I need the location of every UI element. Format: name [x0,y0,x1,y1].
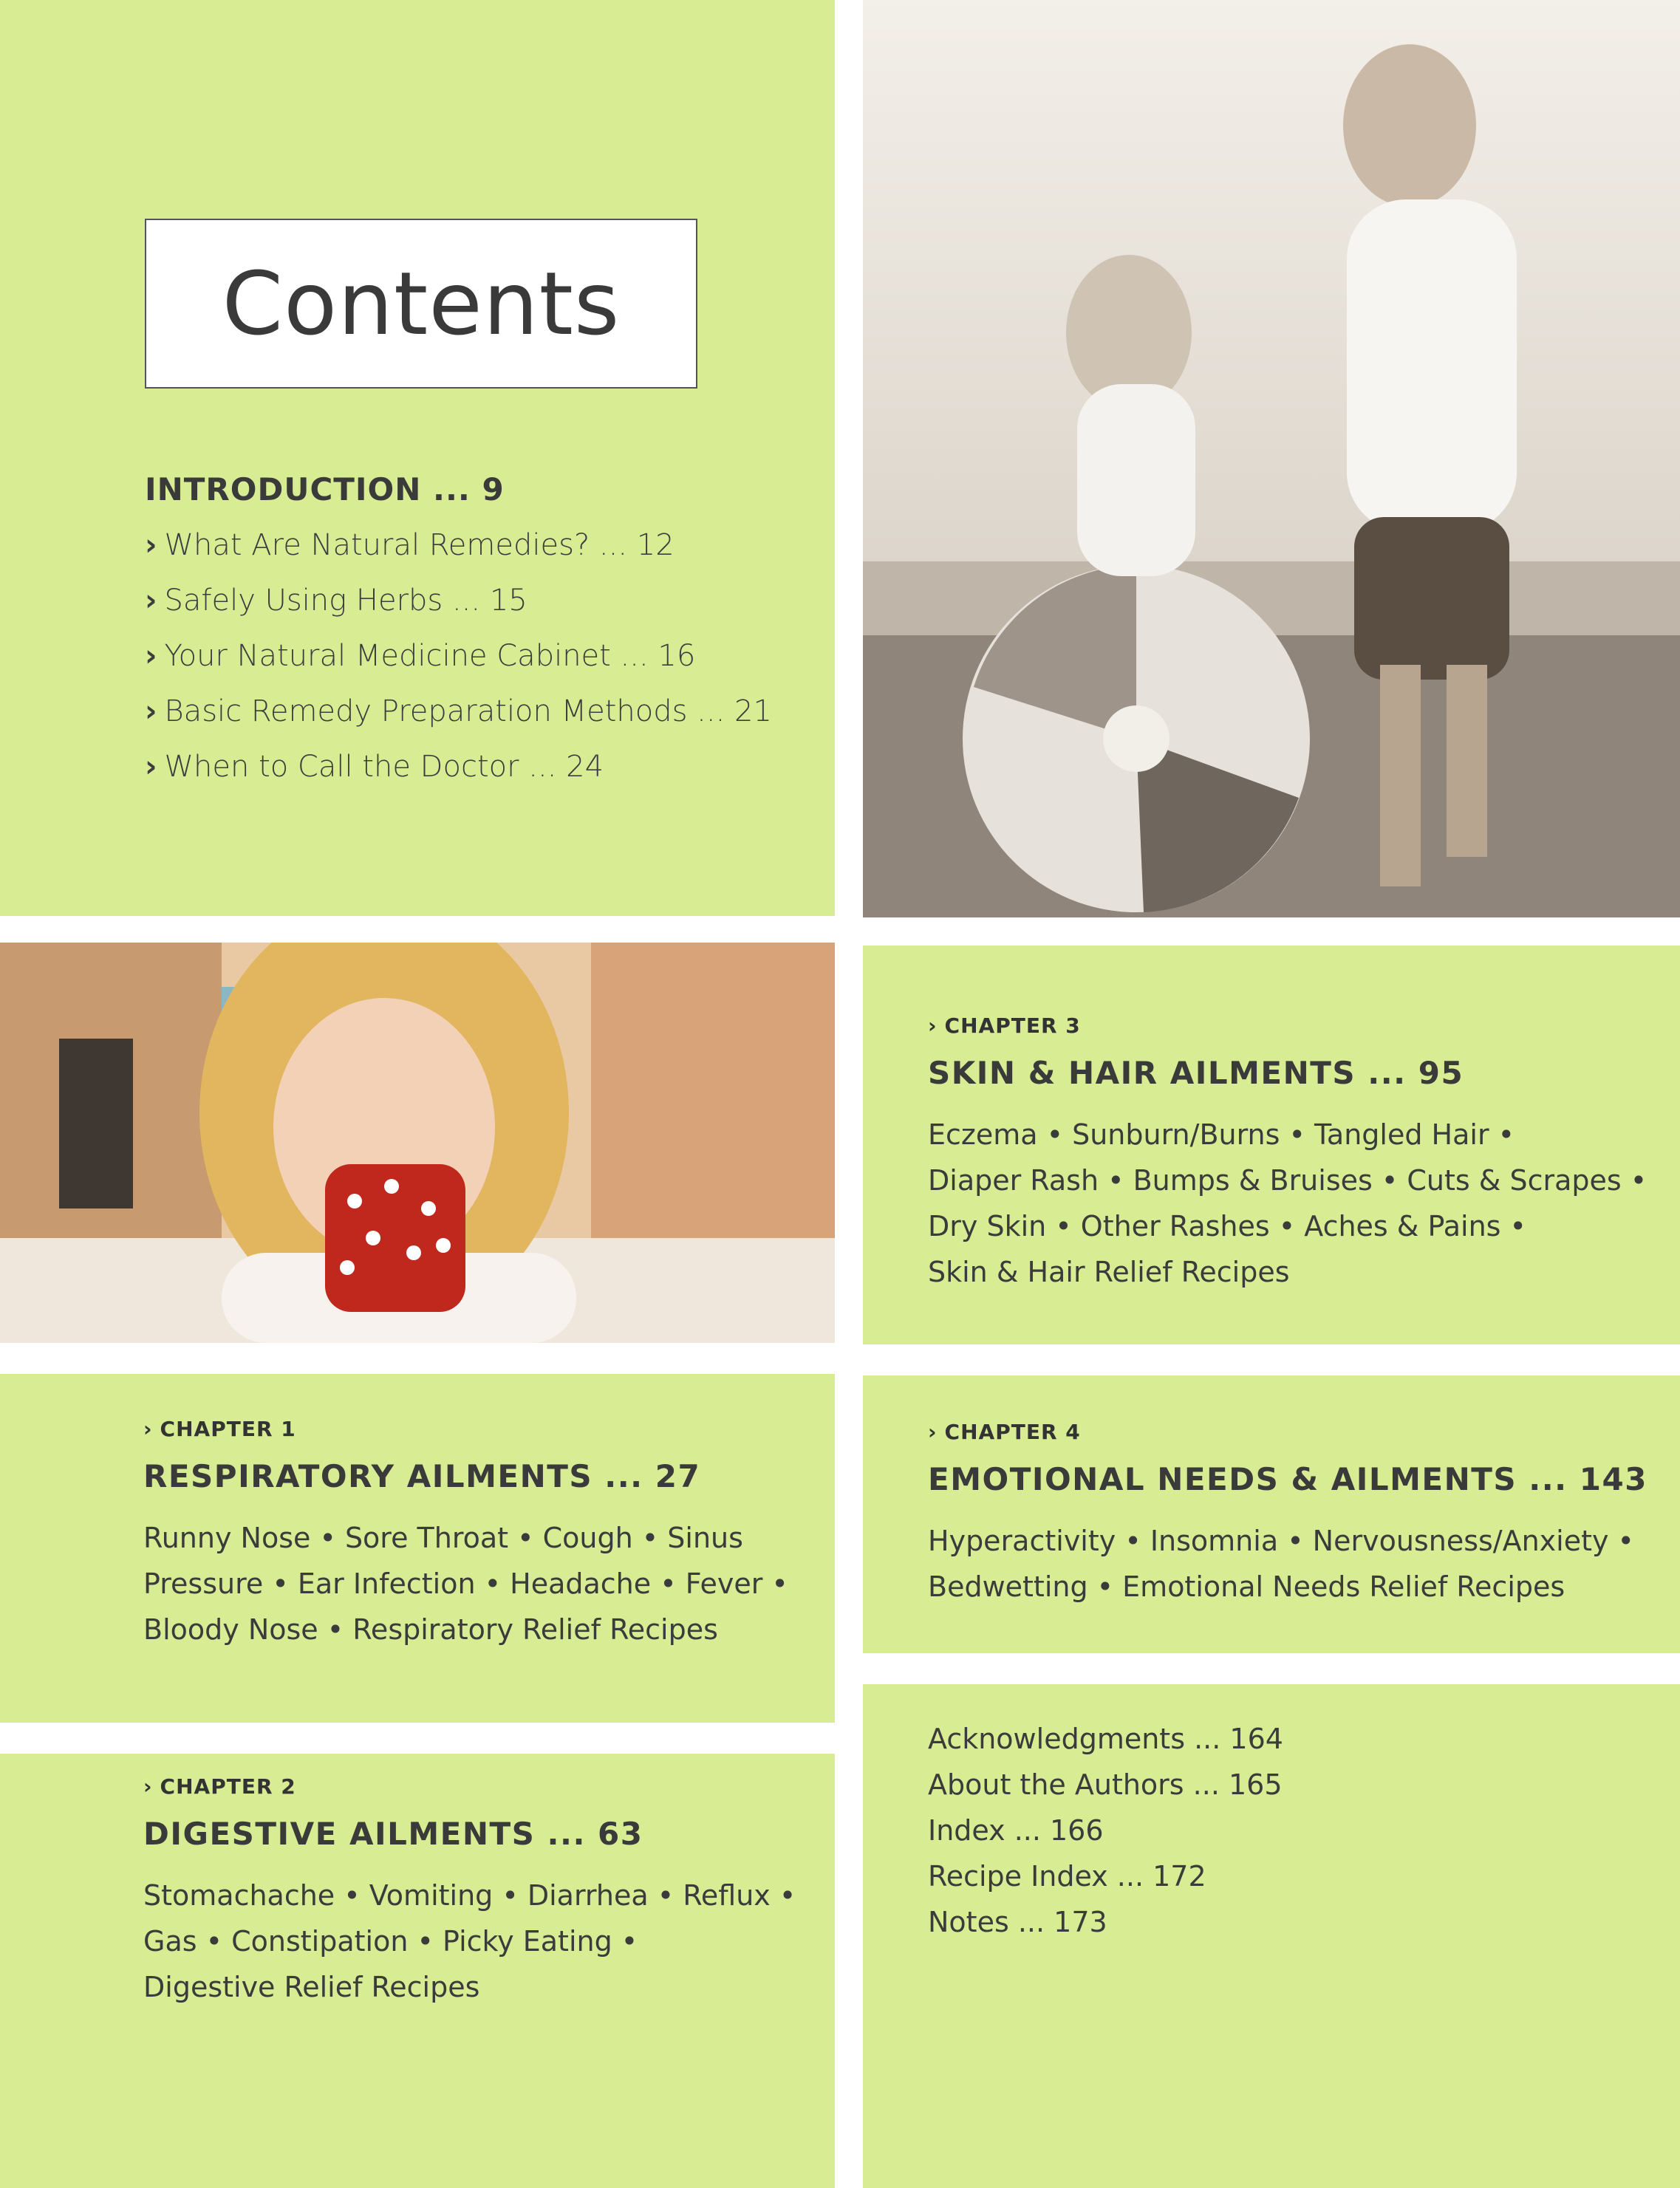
chapter-title[interactable]: EMOTIONAL NEEDS & AILMENTS ... 143 [928,1461,1647,1497]
intro-heading[interactable]: INTRODUCTION ... 9 [145,471,505,507]
title-box [145,219,697,389]
chevron-right-icon: › [928,1013,938,1038]
topic-line: Diaper Rash • Bumps & Bruises • Cuts & Scrapes • [928,1164,1647,1197]
girl-with-cup-photo [0,943,835,1343]
chapter-title[interactable]: DIGESTIVE AILMENTS ... 63 [143,1816,643,1852]
topic-line: Digestive Relief Recipes [143,1971,480,2003]
chapter-title[interactable]: SKIN & HAIR AILMENTS ... 95 [928,1055,1464,1091]
chapter-label: › CHAPTER 2 [143,1774,296,1799]
chevron-right-icon: › [143,1774,153,1799]
chapter-label: › CHAPTER 3 [928,1013,1081,1038]
topic-line: Hyperactivity • Insomnia • Nervousness/Anxiety • [928,1525,1634,1557]
topic-line: Stomachache • Vomiting • Diarrhea • Reflux • [143,1879,796,1912]
intro-item[interactable]: › Your Natural Medicine Cabinet ... 16 [145,639,696,673]
topic-line: Dry Skin • Other Rashes • Aches & Pains • [928,1210,1526,1242]
topic-line: Runny Nose • Sore Throat • Cough • Sinus [143,1522,743,1554]
back-matter-item[interactable]: Recipe Index ... 172 [928,1860,1206,1893]
chevron-right-icon: › [145,584,157,618]
chevron-right-icon: › [145,694,157,728]
chevron-right-icon: › [143,1417,153,1441]
intro-item[interactable]: › Basic Remedy Preparation Methods ... 21 [145,694,772,728]
chevron-right-icon: › [145,639,157,673]
chapter2-panel [0,1754,835,2188]
chapter-label: › CHAPTER 4 [928,1420,1081,1444]
topic-line: Pressure • Ear Infection • Headache • Fever • [143,1568,788,1600]
intro-item[interactable]: › What Are Natural Remedies? ... 12 [145,528,675,562]
chapter-title[interactable]: RESPIRATORY AILMENTS ... 27 [143,1458,701,1494]
topic-line: Bedwetting • Emotional Needs Relief Recipes [928,1570,1565,1603]
back-matter-item[interactable]: Index ... 166 [928,1814,1104,1847]
chevron-right-icon: › [928,1420,938,1444]
chapter1-panel [0,1374,835,1723]
chapter3-panel [863,946,1680,1344]
topic-line: Gas • Constipation • Picky Eating • [143,1925,638,1958]
intro-panel [0,0,835,916]
topic-line: Eczema • Sunburn/Burns • Tangled Hair • [928,1118,1515,1151]
intro-item[interactable]: › When to Call the Doctor ... 24 [145,750,604,784]
beach-children-photo [863,0,1680,917]
back-matter-item[interactable]: About the Authors ... 165 [928,1768,1283,1801]
topic-line: Skin & Hair Relief Recipes [928,1256,1290,1288]
chevron-right-icon: › [145,528,157,562]
chapter-label: › CHAPTER 1 [143,1417,296,1441]
back-matter-item[interactable]: Acknowledgments ... 164 [928,1723,1283,1755]
topic-line: Bloody Nose • Respiratory Relief Recipes [143,1613,718,1646]
back-matter-panel [863,1684,1680,2188]
chapter4-panel [863,1375,1680,1653]
chevron-right-icon: › [145,750,157,784]
intro-item[interactable]: › Safely Using Herbs ... 15 [145,584,527,618]
page-title: Contents [222,253,621,355]
back-matter-item[interactable]: Notes ... 173 [928,1906,1107,1938]
